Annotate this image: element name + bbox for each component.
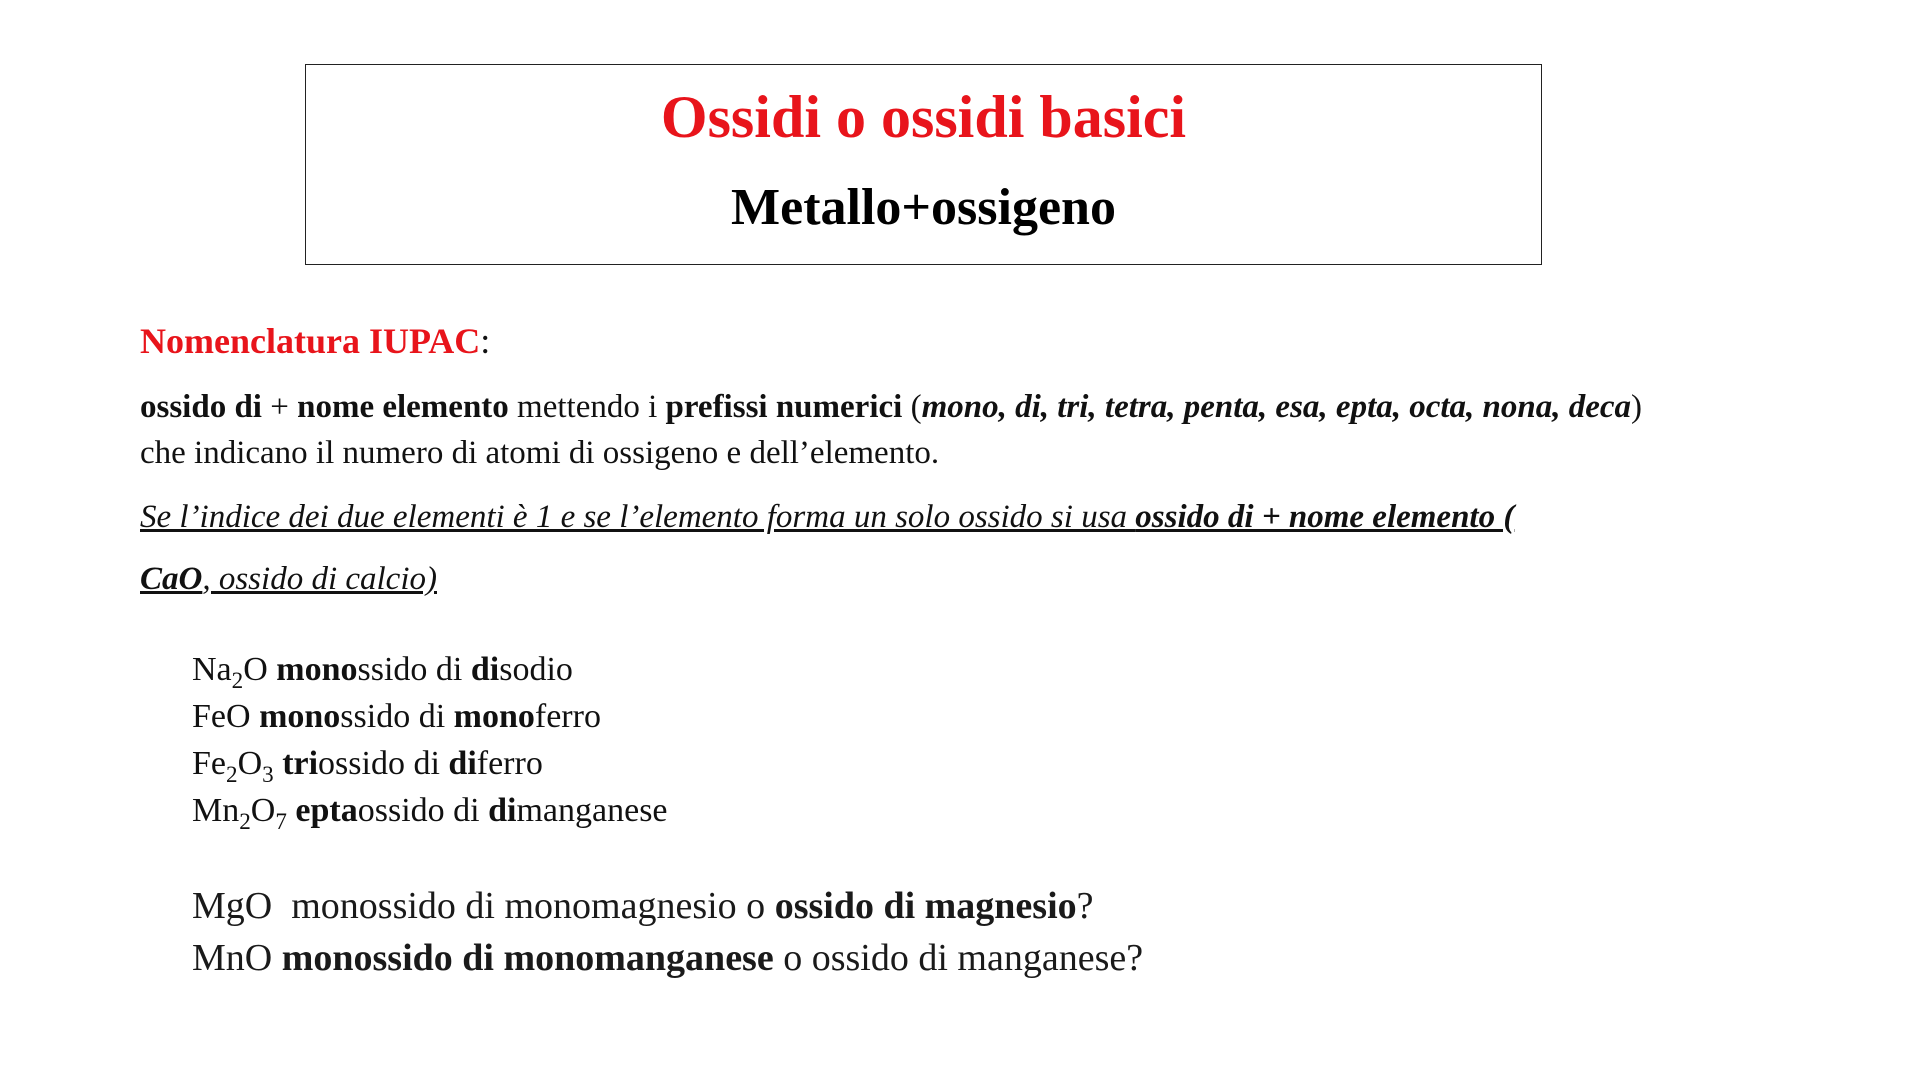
desc-prefix-list: mono, di, tri, tetra, penta, esa, epta, octa, nona, deca [921, 389, 1632, 425]
page-title: Ossidi o ossidi basici [660, 84, 1187, 150]
subscript: 3 [262, 762, 274, 789]
questions-list [192, 880, 1143, 984]
prefix: di [448, 745, 477, 782]
name-middle: ssido di [357, 651, 471, 688]
question-end: o ossido di manganese? [773, 937, 1144, 979]
prefix: mono [276, 651, 358, 688]
formula-part: FeO [192, 698, 251, 735]
formula-part: O [237, 745, 263, 782]
subscript: 7 [275, 809, 287, 836]
examples-list [192, 646, 668, 834]
desc-text-5: prefissi numerici [665, 389, 903, 425]
nomenclature-heading-colon: : [480, 321, 491, 361]
name-middle: ossido di [318, 745, 449, 782]
question-emphasis: monossido di monomanganese [281, 937, 774, 979]
formula-part: Fe [192, 745, 226, 782]
question-text: MnO [192, 937, 282, 979]
nomenclature-heading [140, 318, 490, 364]
subscript: 2 [239, 809, 251, 836]
nomenclature-heading-text: Nomenclatura IUPAC [140, 321, 481, 361]
desc-text-3: nome elemento [297, 389, 509, 425]
prefix: tri [282, 745, 319, 782]
subscript: 2 [226, 762, 238, 789]
example-row [192, 693, 668, 740]
note-line-1 [140, 494, 1514, 540]
element-name: sodio [499, 651, 573, 688]
example-row [192, 740, 668, 787]
prefix: di [470, 651, 500, 688]
note-formula: CaO [140, 561, 203, 597]
formula-part: O [243, 651, 268, 688]
title-box [305, 64, 1542, 265]
subscript: 2 [231, 668, 244, 695]
element-name: ferro [476, 745, 543, 782]
page-subtitle: Metallo+ossigeno [731, 179, 1116, 236]
question-emphasis: ossido di magnesio [774, 885, 1077, 927]
nomenclature-description [140, 384, 1642, 476]
desc-text-1: ossido di [140, 389, 262, 425]
desc-text-6: ( [902, 389, 922, 425]
element-name: manganese [516, 792, 668, 829]
prefix: mono [259, 698, 341, 735]
question-end: ? [1076, 885, 1094, 927]
example-row [192, 787, 668, 834]
desc-text-8: ) [1631, 389, 1643, 425]
desc-text-4: mettendo i [508, 389, 666, 425]
note-text-1: Se l’indice dei due elementi è 1 e se l’elemento forma un solo ossido si usa [140, 499, 1136, 535]
formula-part: Na [192, 651, 232, 688]
name-middle: ossido di [357, 792, 489, 829]
element-name: ferro [534, 698, 601, 735]
question-row [192, 932, 1143, 984]
formula-part: Mn [192, 792, 240, 829]
description-line-1 [140, 384, 1642, 430]
prefix: di [488, 792, 517, 829]
desc-text-2: + [261, 389, 298, 425]
note-text-4: , ossido di calcio) [202, 561, 437, 597]
note-text-2: ossido di + nome elemento ( [1135, 499, 1515, 535]
question-text: MgO monossido di monomagnesio o [192, 885, 775, 927]
prefix: epta [295, 792, 358, 829]
example-row [192, 646, 668, 693]
note-line-2 [140, 556, 437, 602]
prefix: mono [453, 698, 535, 735]
description-line-2: che indicano il numero di atomi di ossigeno e dell’elemento. [140, 435, 940, 471]
question-row [192, 880, 1143, 932]
formula-part: O [250, 792, 276, 829]
name-middle: ssido di [340, 698, 454, 735]
